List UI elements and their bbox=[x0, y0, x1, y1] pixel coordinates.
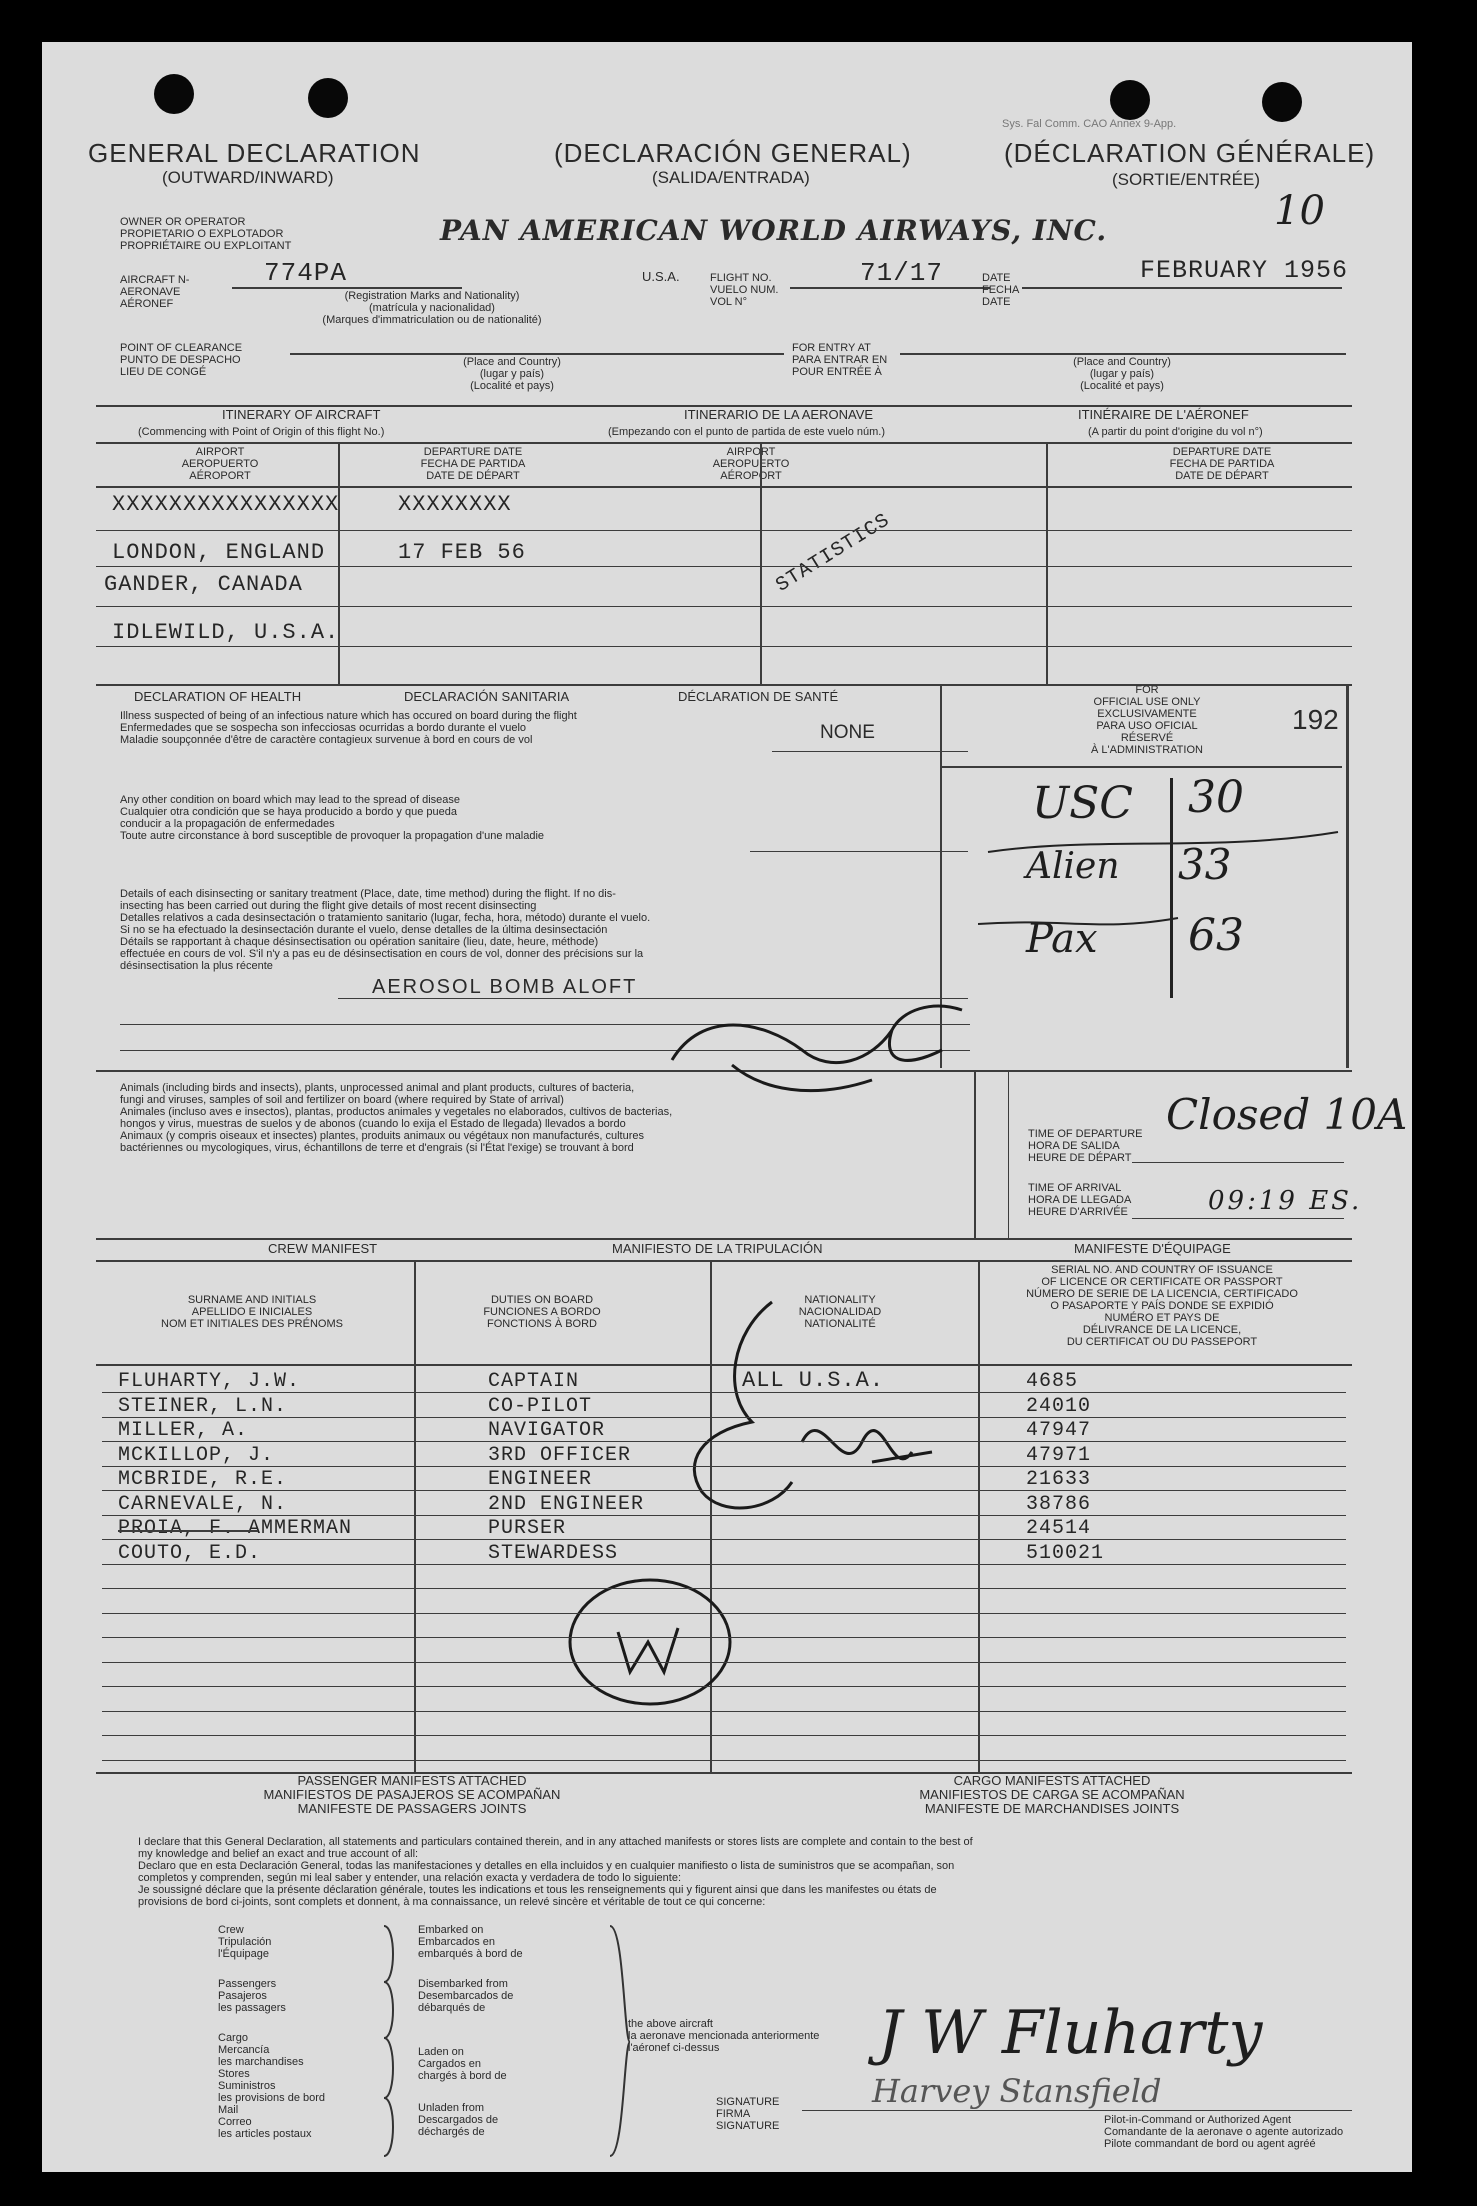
itinerary-airport-4: IDLEWILD, U.S.A. bbox=[112, 620, 340, 645]
captain-signature: J W Fluharty bbox=[878, 1998, 1263, 2068]
col-duties-header: DUTIES ON BOARD FUNCIONES A BORDO FONCTIONS À BORD bbox=[483, 1294, 601, 1330]
crew-circle-mark bbox=[560, 1572, 740, 1712]
punch-hole bbox=[154, 74, 194, 114]
official-note-label-3: Pax bbox=[1026, 916, 1098, 962]
departure-time-label: TIME OF DEPARTURE HORA DE SALIDA HEURE DE DÉPART bbox=[1028, 1128, 1143, 1164]
crew-duty: CAPTAIN bbox=[488, 1370, 580, 1393]
official-note-label-2: Alien bbox=[1026, 846, 1120, 887]
entry-label: FOR ENTRY AT PARA ENTRAR EN POUR ENTRÉE À bbox=[792, 342, 888, 378]
crew-duty: ENGINEER bbox=[488, 1468, 593, 1491]
crew-license: 24514 bbox=[1026, 1517, 1092, 1540]
clearance-place-note: (Place and Country) (lugar y país) (Localité et pays) bbox=[463, 356, 561, 392]
col-license-header: SERIAL NO. AND COUNTRY OF ISSUANCE OF LICENCE OR CERTIFICATE OR PASSPORT NÚMERO DE SERIE DE LA LICENCIA, CERTIFICADO O PASAPORTE Y PAÍS DONDE SE EXPIDIÓ NUMÉRO ET PAYS DE DÉLIVRANCE DE LA LICENCE, DU CERTIFICAT OU DU PASSEPORT bbox=[1026, 1264, 1298, 1348]
clearance-label: POINT OF CLEARANCE PUNTO DE DESPACHO LIEU DE CONGÉ bbox=[120, 342, 243, 378]
declaration-text: I declare that this General Declaration, all statements and particulars contained therein, and in any attached manifests or stores lists are complete and contain to the best of my knowledge and belief an exact and true account of all: Declaro que en esta Declaración General, todas las manifestaciones y detalles en ella incluidos y en cualquier manifiesto o lista de suministros que se acompañan, son completos y comprenden, según mi leal saber y entender, una relación exacta y verdadera de todo lo siguiente: Je soussigné déclare que la présente déclaration générale, toutes les indications et tous les renseignements qui y figurent ainsi que dans les manifestes ou états de provisions de bord ci-joints, sont complets et donnent, à ma connaissance, un relevé sincère et véritable de tout ce qui concerne: bbox=[138, 1836, 973, 1908]
departure-time-value: Closed 10A bbox=[1166, 1090, 1408, 1139]
col-departure-1: DEPARTURE DATE FECHA DE PARTIDA DATE DE DÉPART bbox=[420, 446, 526, 482]
declaration-aircraft: the above aircraft la aeronave mencionada anteriormente l'aéronef ci-dessus bbox=[628, 2018, 820, 2054]
crew-rule-line bbox=[102, 1686, 1346, 1687]
illness-text: Illness suspected of being of an infectious nature which has occured on board during the flight Enfermedades que se sospecha son infecciosas ocurridas a bordo durante el vuelo Maladie soupçonnée d'être de caractère contagieux survenue à bord en cours de vol bbox=[120, 710, 577, 746]
crew-name: MCKILLOP, J. bbox=[118, 1443, 275, 1467]
crew-rule-line bbox=[102, 1613, 1346, 1614]
crew-license: 4685 bbox=[1026, 1370, 1079, 1393]
itinerary-title-es: ITINERARIO DE LA AERONAVE bbox=[684, 407, 874, 422]
country-usa: U.S.A. bbox=[642, 269, 680, 284]
punch-hole bbox=[1262, 82, 1302, 122]
general-declaration-form bbox=[42, 42, 1412, 2172]
animals-text: Animals (including birds and insects), plants, unprocessed animal and plant products, cultures of bacteria, fungi and viruses, samples of soil and fertilizer on board (where required by State of arrival) Animales (incluso aves e insectos), plantas, productos animales y vegetales no elaborados, cultivos de bacterias, hongos y virus, muestras de suelos y de abonos (cuando lo exija el Estado de llegada) llevados a bordo Animaux (y compris oiseaux et insectes) plantes, produits animaux ou végétaux non manufacturés, cultures bactériennes ou mycologiques, virus, échantillons de terre et d'engrais (si l'État l'exige) se trouvant à bord bbox=[120, 1082, 673, 1154]
strike-through bbox=[118, 1530, 258, 1532]
crew-license: 38786 bbox=[1026, 1492, 1092, 1516]
pilot-in-command-label: Pilot-in-Command or Authorized Agent Comandante de la aeronave o agente autorizado Pilote commandant de bord ou agent agréé bbox=[1104, 2114, 1344, 2150]
subtitle-english: (OUTWARD/INWARD) bbox=[162, 168, 334, 187]
crew-duty: 3RD OFFICER bbox=[488, 1443, 632, 1467]
illness-value: NONE bbox=[820, 722, 875, 743]
cargo-manifests: CARGO MANIFESTS ATTACHED MANIFIESTOS DE CARGA SE ACOMPAÑAN MANIFESTE DE MARCHANDISES JOINTS bbox=[919, 1773, 1185, 1816]
crew-rule-line bbox=[102, 1392, 1346, 1393]
crew-rule-line bbox=[102, 1735, 1346, 1736]
col-airport-2: AIRPORT AEROPUERTO AÉROPORT bbox=[712, 446, 790, 482]
other-condition-text: Any other condition on board which may lead to the spread of disease Cualquier otra condición que se haya producido a bordo y que pueda conducir a la propagación de enfermedades Toute autre circonstance à bord susceptible de provoquer la propagation d'une maladie bbox=[120, 794, 545, 842]
date-label: DATE FECHA DATE bbox=[982, 272, 1020, 308]
crew-rule-line bbox=[102, 1515, 1346, 1516]
col-nationality-header: NATIONALITY NACIONALIDAD NATIONALITÉ bbox=[798, 1294, 882, 1330]
declaration-unladen: Unladen from Descargados de déchargés de bbox=[418, 2102, 499, 2138]
aircraft-label: AIRCRAFT N- AERONAVE AÉRONEF bbox=[120, 274, 190, 310]
crew-name: CARNEVALE, N. bbox=[118, 1492, 288, 1516]
crew-license: 21633 bbox=[1026, 1468, 1092, 1491]
operator-label: OWNER OR OPERATOR PROPIETARIO O EXPLOTADOR PROPRIÉTAIRE OU EXPLOITANT bbox=[120, 216, 292, 252]
title-english: GENERAL DECLARATION bbox=[88, 138, 421, 168]
official-use-label: FOR OFFICIAL USE ONLY EXCLUSIVAMENTE PARA USO OFICIAL RÉSERVÉ À L'ADMINISTRATION bbox=[1091, 684, 1203, 756]
declaration-embarked: Embarked on Embarcados en embarqués à bord de bbox=[418, 1924, 523, 1960]
crew-rule-line bbox=[102, 1441, 1346, 1442]
subtitle-spanish: (SALIDA/ENTRADA) bbox=[652, 168, 810, 187]
crew-nationality-all: ALL U.S.A. bbox=[742, 1368, 885, 1393]
health-title-en: DECLARATION OF HEALTH bbox=[134, 689, 302, 704]
crew-rule-line bbox=[102, 1760, 1346, 1761]
crew-title-en: CREW MANIFEST bbox=[268, 1241, 378, 1256]
itinerary-date-1: XXXXXXXX bbox=[398, 492, 512, 517]
crew-duty: NAVIGATOR bbox=[488, 1419, 606, 1442]
col-airport-1: AIRPORT AEROPUERTO AÉROPORT bbox=[181, 446, 259, 482]
official-note-value-3: 63 bbox=[1188, 910, 1244, 961]
crew-name: FLUHARTY, J.W. bbox=[118, 1370, 301, 1393]
health-title-es: DECLARACIÓN SANITARIA bbox=[404, 689, 570, 704]
form-reference: Sys. Fal Comm. CAO Annex 9-App. bbox=[1002, 118, 1177, 130]
arrival-time-value: 09:19 ES. bbox=[1208, 1186, 1363, 1216]
official-note-value-1: 30 bbox=[1188, 772, 1244, 823]
crew-rule-line bbox=[102, 1490, 1346, 1491]
handwritten-mark: 10 bbox=[1274, 188, 1325, 234]
crew-rule-line bbox=[102, 1662, 1346, 1663]
health-initials-signature bbox=[642, 990, 982, 1110]
crew-title-fr: MANIFESTE D'ÉQUIPAGE bbox=[1074, 1241, 1231, 1256]
itinerary-sub-es: (Empezando con el punto de partida de este vuelo núm.) bbox=[608, 426, 886, 438]
disinsecting-value: AEROSOL BOMB ALOFT bbox=[372, 976, 638, 998]
crew-name: COUTO, E.D. bbox=[118, 1541, 262, 1565]
operator-name: PAN AMERICAN WORLD AIRWAYS, INC. bbox=[440, 214, 1108, 247]
crew-name: PROIA, F. AMMERMAN bbox=[118, 1517, 353, 1540]
crew-duty: STEWARDESS bbox=[488, 1541, 619, 1565]
crew-rule-line bbox=[102, 1564, 1346, 1565]
crew-duty: 2ND ENGINEER bbox=[488, 1492, 645, 1516]
aircraft-registration: 774PA bbox=[264, 258, 348, 288]
col-name-header: SURNAME AND INITIALS APELLIDO E INICIALES NOM ET INITIALES DES PRÉNOMS bbox=[161, 1294, 343, 1330]
title-french: (DÉCLARATION GÉNÉRALE) bbox=[1004, 138, 1376, 168]
itinerary-date-2: 17 FEB 56 bbox=[398, 540, 526, 565]
entry-place-note: (Place and Country) (lugar y país) (Localité et pays) bbox=[1073, 356, 1171, 392]
crew-duty: PURSER bbox=[488, 1517, 567, 1540]
arrival-time-label: TIME OF ARRIVAL HORA DE LLEGADA HEURE D'ARRIVÉE bbox=[1028, 1182, 1132, 1218]
second-signature: Harvey Stansfield bbox=[872, 2072, 1162, 2110]
title-spanish: (DECLARACIÓN GENERAL) bbox=[554, 138, 912, 168]
declaration-laden: Laden on Cargados en chargés à bord de bbox=[418, 2046, 507, 2082]
declaration-cargo: Cargo Mercancía les marchandises Stores Suministros les provisions de bord Mail Correo les articles postaux bbox=[218, 2032, 326, 2140]
flight-date: FEBRUARY 1956 bbox=[1140, 256, 1349, 285]
flight-label: FLIGHT NO. VUELO NUM. VOL N° bbox=[710, 272, 779, 308]
itinerary-airport-3: GANDER, CANADA bbox=[104, 572, 303, 597]
punch-hole bbox=[308, 78, 348, 118]
statistics-stamp: STATISTICS bbox=[772, 509, 895, 598]
itinerary-sub-fr: (A partir du point d'origine du vol n°) bbox=[1088, 426, 1263, 438]
itinerary-airport-2: LONDON, ENGLAND bbox=[112, 540, 326, 565]
crew-rule-line bbox=[102, 1711, 1346, 1712]
declaration-crew: Crew Tripulación l'Équipage bbox=[218, 1924, 272, 1960]
crew-title-es: MANIFIESTO DE LA TRIPULACIÓN bbox=[612, 1241, 823, 1256]
crew-rule-line bbox=[102, 1539, 1346, 1540]
col-departure-2: DEPARTURE DATE FECHA DE PARTIDA DATE DE DÉPART bbox=[1169, 446, 1275, 482]
crew-rule-line bbox=[102, 1637, 1346, 1638]
declaration-disembarked: Disembarked from Desembarcados de débarqués de bbox=[418, 1978, 514, 2014]
health-title-fr: DÉCLARATION DE SANTÉ bbox=[678, 689, 839, 704]
crew-name: MILLER, A. bbox=[118, 1419, 249, 1442]
crew-name: MCBRIDE, R.E. bbox=[118, 1468, 288, 1491]
crew-license: 510021 bbox=[1026, 1541, 1105, 1565]
tally-lines bbox=[978, 822, 1348, 962]
passenger-manifests: PASSENGER MANIFESTS ATTACHED MANIFIESTOS DE PASAJEROS SE ACOMPAÑAN MANIFESTE DE PASSAGERS JOINTS bbox=[263, 1773, 561, 1816]
registration-note: (Registration Marks and Nationality) (matrícula y nacionalidad) (Marques d'immatriculation ou de nationalité) bbox=[322, 290, 542, 326]
crew-rule-line bbox=[102, 1588, 1346, 1589]
official-note-value-2: 33 bbox=[1178, 840, 1232, 889]
crew-duty: CO-PILOT bbox=[488, 1394, 593, 1418]
itinerary-sub-en: (Commencing with Point of Origin of this flight No.) bbox=[138, 426, 385, 438]
punch-hole bbox=[1110, 80, 1150, 120]
crew-license: 47947 bbox=[1026, 1419, 1092, 1442]
official-number: 192 bbox=[1292, 704, 1339, 735]
crew-rule-line bbox=[102, 1417, 1346, 1418]
crew-license: 24010 bbox=[1026, 1394, 1092, 1418]
itinerary-airport-1: XXXXXXXXXXXXXXXX bbox=[112, 492, 340, 517]
disinsecting-text: Details of each disinsecting or sanitary treatment (Place, date, time method) during the flight. If no dis- insecting has been carried out during the flight give details of most recent disinsecting Detalles relativos a cada desinsectación o tratamiento sanitario (lugar, fecha, hora, método) durante el vuelo. Si no se ha efectuado la desinsectación durante el vuelo, dense detalles de la última desinsectación Détails se rapportant à chaque désinsectisation ou opération sanitaire (lieu, date, heure, méthode) effectuée en cours de vol. S'il n'y a pas eu de désinsectisation en cours de vol, donner des précisions sur la désinsectisation la plus récente bbox=[120, 888, 651, 972]
crew-initials-signature bbox=[642, 1292, 942, 1552]
crew-rule-line bbox=[102, 1466, 1346, 1467]
flight-number: 71/17 bbox=[860, 258, 944, 288]
itinerary-title-en: ITINERARY OF AIRCRAFT bbox=[222, 407, 381, 422]
official-note-label-1: USC bbox=[1032, 778, 1133, 829]
declaration-passengers: Passengers Pasajeros les passagers bbox=[218, 1978, 286, 2014]
subtitle-french: (SORTIE/ENTRÉE) bbox=[1112, 170, 1260, 189]
crew-license: 47971 bbox=[1026, 1443, 1092, 1467]
crew-name: STEINER, L.N. bbox=[118, 1394, 288, 1418]
itinerary-title-fr: ITINÉRAIRE DE L'AÉRONEF bbox=[1078, 407, 1249, 422]
signature-label: SIGNATURE FIRMA SIGNATURE bbox=[716, 2096, 780, 2132]
